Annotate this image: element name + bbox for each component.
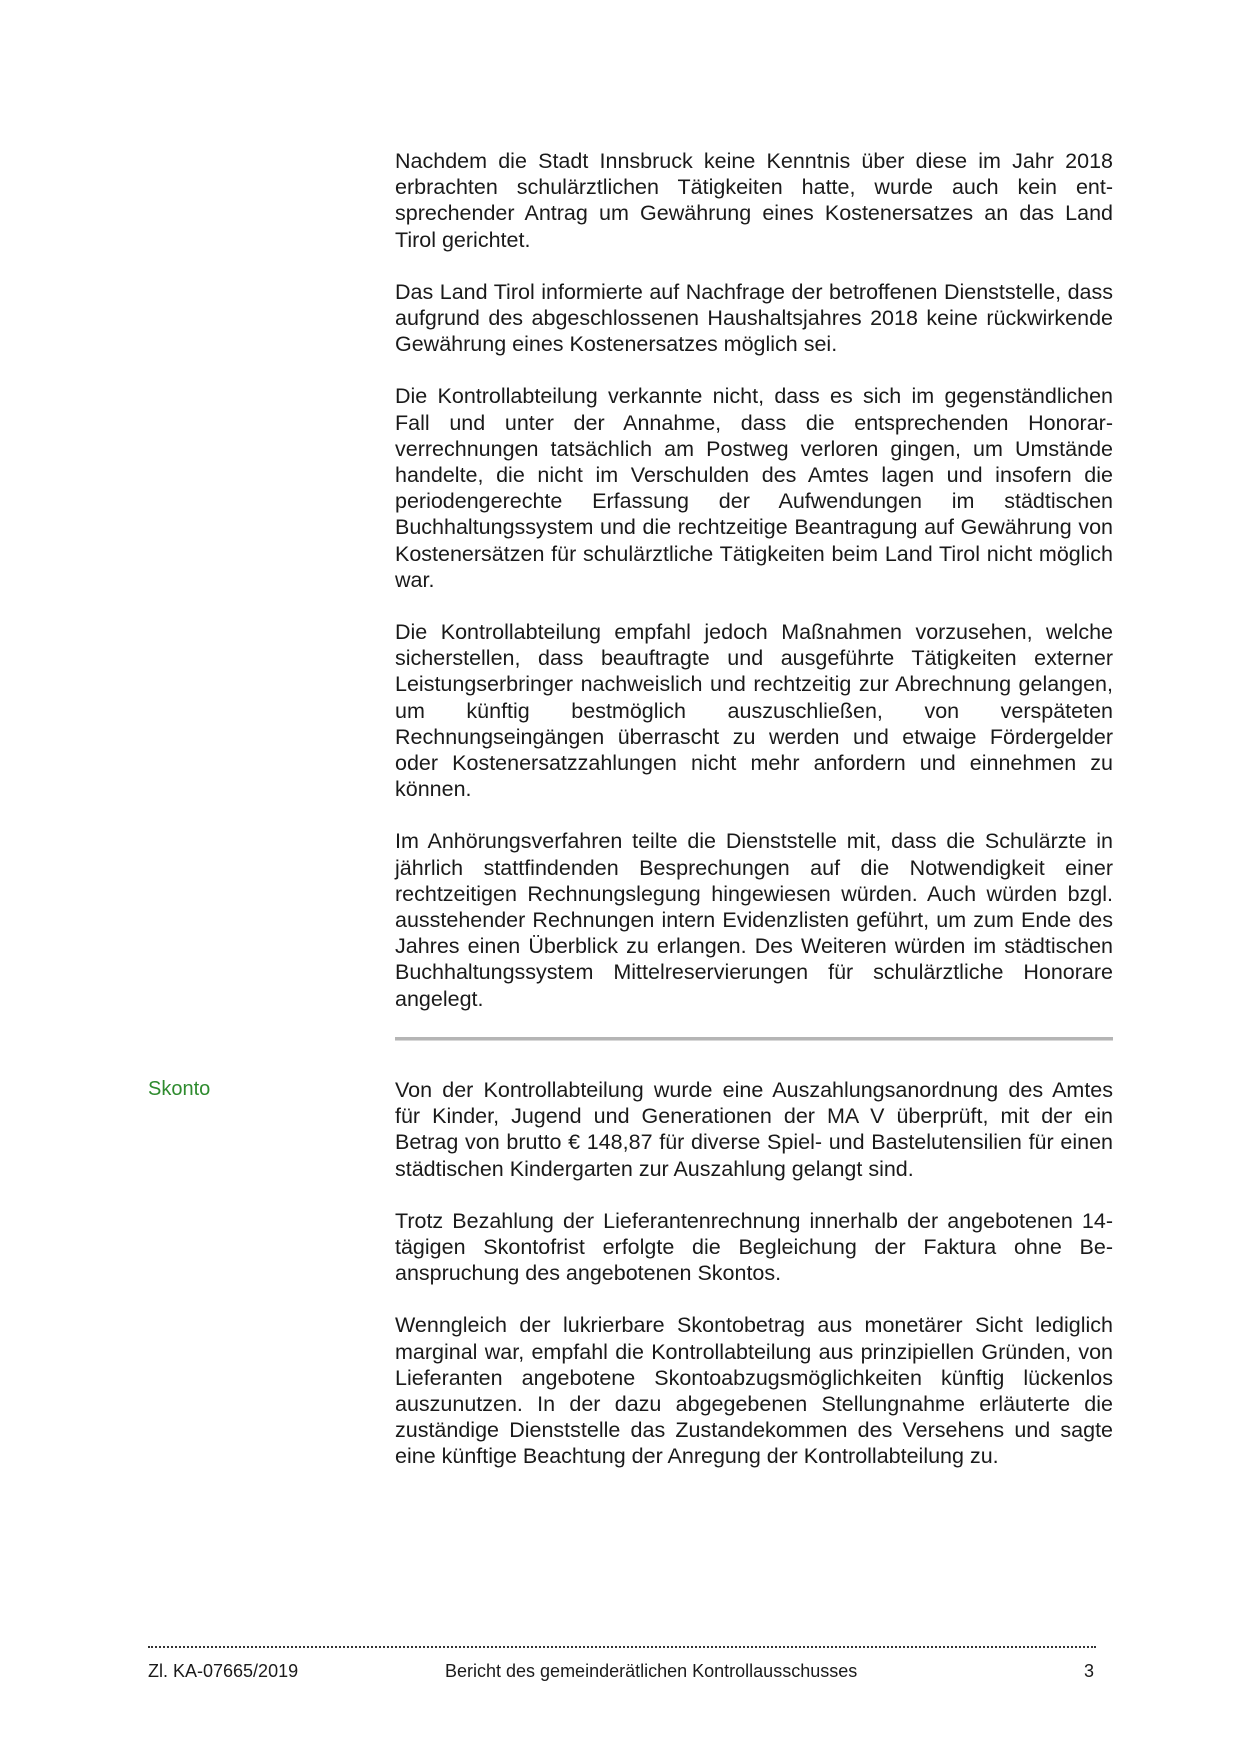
- footer-title: Bericht des gemeinderätlichen Kontrollausschusses: [445, 1661, 858, 1681]
- paragraph: Im Anhörungsverfahren teilte die Dienststelle mit, dass die Schulärzte in jährlich stattfindenden Besprechungen auf die Notwendigkeit einer rechtzeitigen Rechnungslegung hingewiesen würden. Auch würden bzgl. ausstehender Rechnungen intern Evidenzlisten geführt, um zum Ende des Jahres einen Überblick zu erlangen. Des Weiteren würden im städtischen Buchhaltungssystem Mittelreservierungen für schulärztliche Honorare angelegt.: [395, 829, 1113, 1011]
- paragraph: Die Kontrollabteilung verkannte nicht, dass es sich im gegenständlichen Fall und unter der Annahme, dass die entsprechenden Honorarverrechnungen tatsächlich am Postweg verloren gingen, um Umstände handelte, die nicht im Verschulden des Amtes lagen und insofern die periodengerechte Erfassung der Aufwendungen im städtischen Buchhaltungssystem und die rechtzeitige Beantragung auf Gewährung von Kostenersätzen für schulärztliche Tätigkeiten beim Land Tirol nicht möglich war.: [395, 384, 1113, 592]
- paragraph: Nachdem die Stadt Innsbruck keine Kenntnis über diese im Jahr 2018 erbrachten schulärztlichen Tätigkeiten hatte, wurde auch kein entsprechender Antrag um Gewährung eines Kostenersatzes an das Land Tirol gerichtet.: [395, 149, 1113, 252]
- footer-dotted-rule: [148, 1640, 1096, 1648]
- footer-reference: Zl. KA-07665/2019: [148, 1661, 299, 1681]
- paragraph: Trotz Bezahlung der Lieferantenrechnung innerhalb der angebotenen 14-tägigen Skontofrist erfolgte die Begleichung der Faktura ohne Beanspruchung des angebotenen Skontos.: [395, 1208, 1113, 1286]
- skonto-section: [395, 1077, 1113, 1496]
- page-number: 3: [1084, 1661, 1095, 1681]
- paragraph: Die Kontrollabteilung empfahl jedoch Maßnahmen vorzusehen, welche sicherstellen, dass beauftragte und ausgeführte Tätigkeiten externer Leistungserbringer nachweislich und rechtzeitig zur Abrechnung gelangen, um künftig bestmöglich auszuschließen, von verspäteten Rechnungseingängen überrascht zu werden und etwaige Fördergelder oder Kostenersatzzahlungen nicht mehr anfordern und einnehmen zu können.: [395, 620, 1113, 802]
- section-divider: [395, 1037, 1113, 1040]
- paragraph: Das Land Tirol informierte auf Nachfrage der betroffenen Dienststelle, dass aufgrund des abgeschlossenen Haushaltsjahres 2018 keine rückwirkende Gewährung eines Kostenersatzes möglich sei.: [395, 279, 1113, 357]
- section-label-skonto: Skonto: [148, 1078, 211, 1100]
- findings-section: [395, 148, 1113, 1038]
- paragraph: Von der Kontrollabteilung wurde eine Auszahlungsanordnung des Amtes für Kinder, Jugend und Generationen der MA V überprüft, mit der ein Betrag von brutto € 148,87 für diverse Spiel- und Bastelutensilien für einen städtischen Kindergarten zur Auszahlung gelangt sind.: [395, 1078, 1113, 1181]
- paragraph: Wenngleich der lukrierbare Skontobetrag aus monetärer Sicht lediglich marginal war, empfahl die Kontrollabteilung aus prinzipiellen Gründen, von Lieferanten angebotene Skontoabzugsmöglichkeiten künftig lückenlos auszunutzen. In der dazu abgegebenen Stellungnahme erläuterte die zuständige Dienststelle das Zustandekommen des Versehens und sagte eine künftige Beachtung der Anregung der Kontrollabteilung zu.: [395, 1313, 1113, 1469]
